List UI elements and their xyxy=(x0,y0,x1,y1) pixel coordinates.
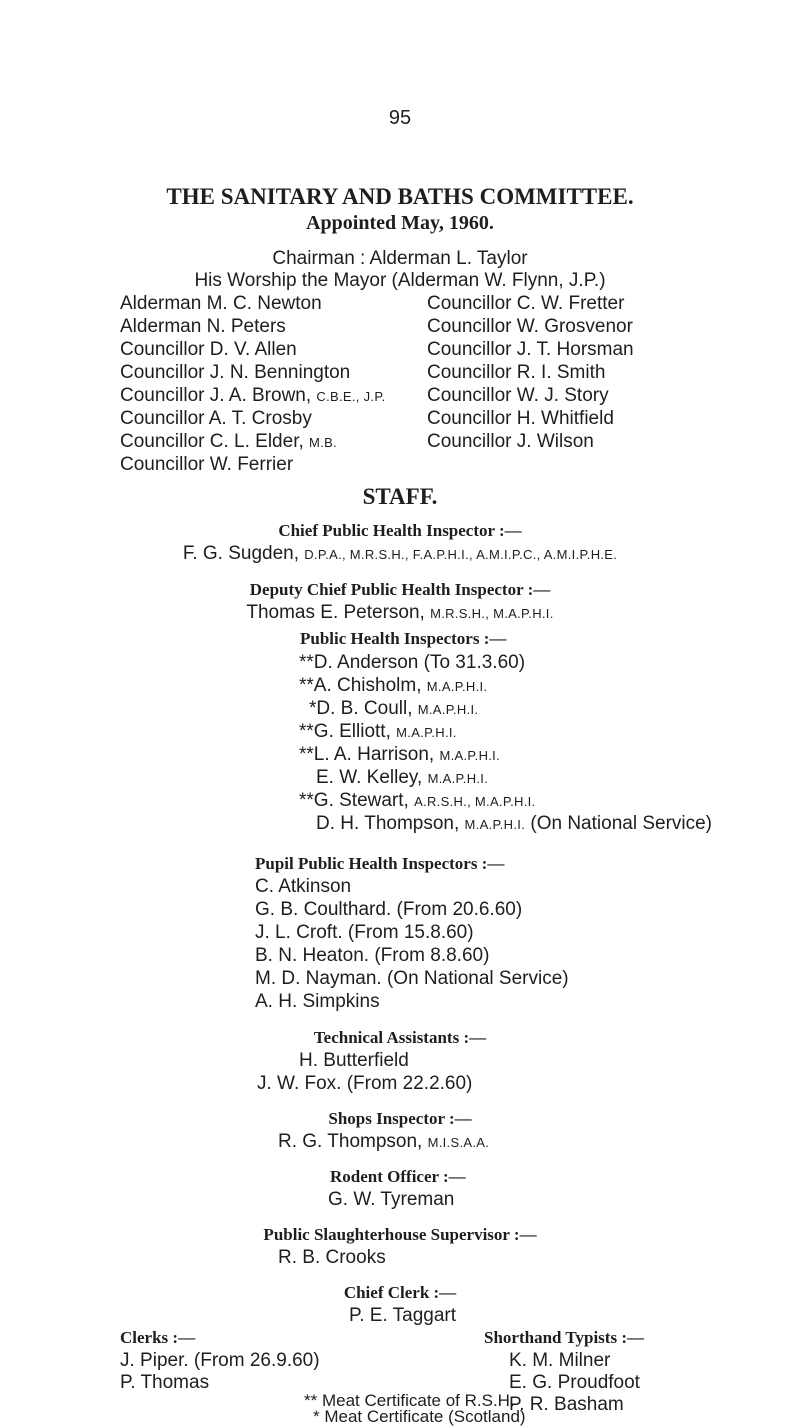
phi-entry: **L. A. Harrison, M.A.P.H.I. xyxy=(299,744,501,765)
rodent-heading: Rodent Officer :— xyxy=(330,1167,466,1186)
deputy-heading: Deputy Chief Public Health Inspector :— xyxy=(249,580,551,599)
chief-clerk-heading: Chief Clerk :— xyxy=(343,1283,457,1302)
mayor-line: His Worship the Mayor (Alderman W. Flynn, J.P.) xyxy=(194,270,606,291)
pupil-entry: C. Atkinson xyxy=(255,876,352,897)
shops-heading: Shops Inspector :— xyxy=(328,1109,472,1128)
member-right: Councillor C. W. Fretter xyxy=(427,293,625,314)
slaughter-heading: Public Slaughterhouse Supervisor :— xyxy=(263,1225,537,1244)
member-right: Councillor H. Whitfield xyxy=(427,408,614,429)
deputy-name: Thomas E. Peterson, M.R.S.H., M.A.P.H.I. xyxy=(246,602,554,623)
document-subtitle: Appointed May, 1960. xyxy=(306,212,494,234)
phi-entry: **G. Elliott, M.A.P.H.I. xyxy=(299,721,457,742)
member-right: Councillor W. Grosvenor xyxy=(427,316,633,337)
member-left: Councillor C. L. Elder, M.B. xyxy=(120,431,337,452)
footnote: ** Meat Certificate of R.S.H. xyxy=(304,1391,515,1410)
member-left: Councillor A. T. Crosby xyxy=(120,408,312,429)
typist-entry: P. R. Basham xyxy=(509,1394,624,1415)
rodent-name: G. W. Tyreman xyxy=(328,1189,455,1210)
clerks-heading: Clerks :— xyxy=(120,1328,196,1347)
phi-entry: D. H. Thompson, M.A.P.H.I. (On National Service) xyxy=(316,813,713,834)
technical-entry: H. Butterfield xyxy=(299,1050,409,1071)
member-left: Councillor J. N. Bennington xyxy=(120,362,351,383)
pupil-entry: B. N. Heaton. (From 8.8.60) xyxy=(255,945,490,966)
typist-entry: E. G. Proudfoot xyxy=(509,1372,640,1393)
member-right: Councillor J. T. Horsman xyxy=(427,339,634,360)
phi-entry: *D. B. Coull, M.A.P.H.I. xyxy=(309,698,479,719)
staff-heading: STAFF. xyxy=(362,484,438,509)
clerk-entry: P. Thomas xyxy=(120,1372,210,1393)
clerk-entry: J. Piper. (From 26.9.60) xyxy=(120,1350,320,1371)
phi-entry: **A. Chisholm, M.A.P.H.I. xyxy=(299,675,488,696)
member-left: Alderman N. Peters xyxy=(120,316,286,337)
page-number: 95 xyxy=(388,107,412,129)
member-right: Councillor R. I. Smith xyxy=(427,362,606,383)
chief-clerk-name: P. E. Taggart xyxy=(349,1305,457,1326)
phi-entry: E. W. Kelley, M.A.P.H.I. xyxy=(316,767,489,788)
document-title: THE SANITARY AND BATHS COMMITTEE. xyxy=(166,184,634,209)
technical-entry: J. W. Fox. (From 22.2.60) xyxy=(257,1073,473,1094)
slaughter-name: R. B. Crooks xyxy=(278,1247,386,1268)
typists-heading: Shorthand Typists :— xyxy=(484,1328,644,1347)
member-left: Alderman M. C. Newton xyxy=(120,293,322,314)
pupil-entry: A. H. Simpkins xyxy=(255,991,380,1012)
chief-phi-name: F. G. Sugden, D.P.A., M.R.S.H., F.A.P.H.I., A.M.I.P.C., A.M.I.P.H.E. xyxy=(182,543,618,564)
member-left: Councillor J. A. Brown, C.B.E., J.P. xyxy=(120,385,386,406)
phi-heading: Public Health Inspectors :— xyxy=(300,629,507,648)
phi-entry: **G. Stewart, A.R.S.H., M.A.P.H.I. xyxy=(299,790,536,811)
shops-name: R. G. Thompson, M.I.S.A.A. xyxy=(278,1131,490,1152)
pupil-entry: G. B. Coulthard. (From 20.6.60) xyxy=(255,899,523,920)
footnote: * Meat Certificate (Scotland) xyxy=(313,1407,526,1426)
pupil-entry: J. L. Croft. (From 15.8.60) xyxy=(255,922,474,943)
chairman-line: Chairman : Alderman L. Taylor xyxy=(272,248,528,269)
pupil-entry: M. D. Nayman. (On National Service) xyxy=(255,968,569,989)
typist-entry: K. M. Milner xyxy=(509,1350,611,1371)
pupil-heading: Pupil Public Health Inspectors :— xyxy=(255,854,505,873)
member-right: Councillor J. Wilson xyxy=(427,431,594,452)
technical-heading: Technical Assistants :— xyxy=(313,1028,487,1047)
member-left: Councillor W. Ferrier xyxy=(120,454,294,475)
member-right: Councillor W. J. Story xyxy=(427,385,609,406)
chief-phi-heading: Chief Public Health Inspector :— xyxy=(278,521,522,540)
phi-entry: **D. Anderson (To 31.3.60) xyxy=(299,652,526,673)
member-left: Councillor D. V. Allen xyxy=(120,339,297,360)
